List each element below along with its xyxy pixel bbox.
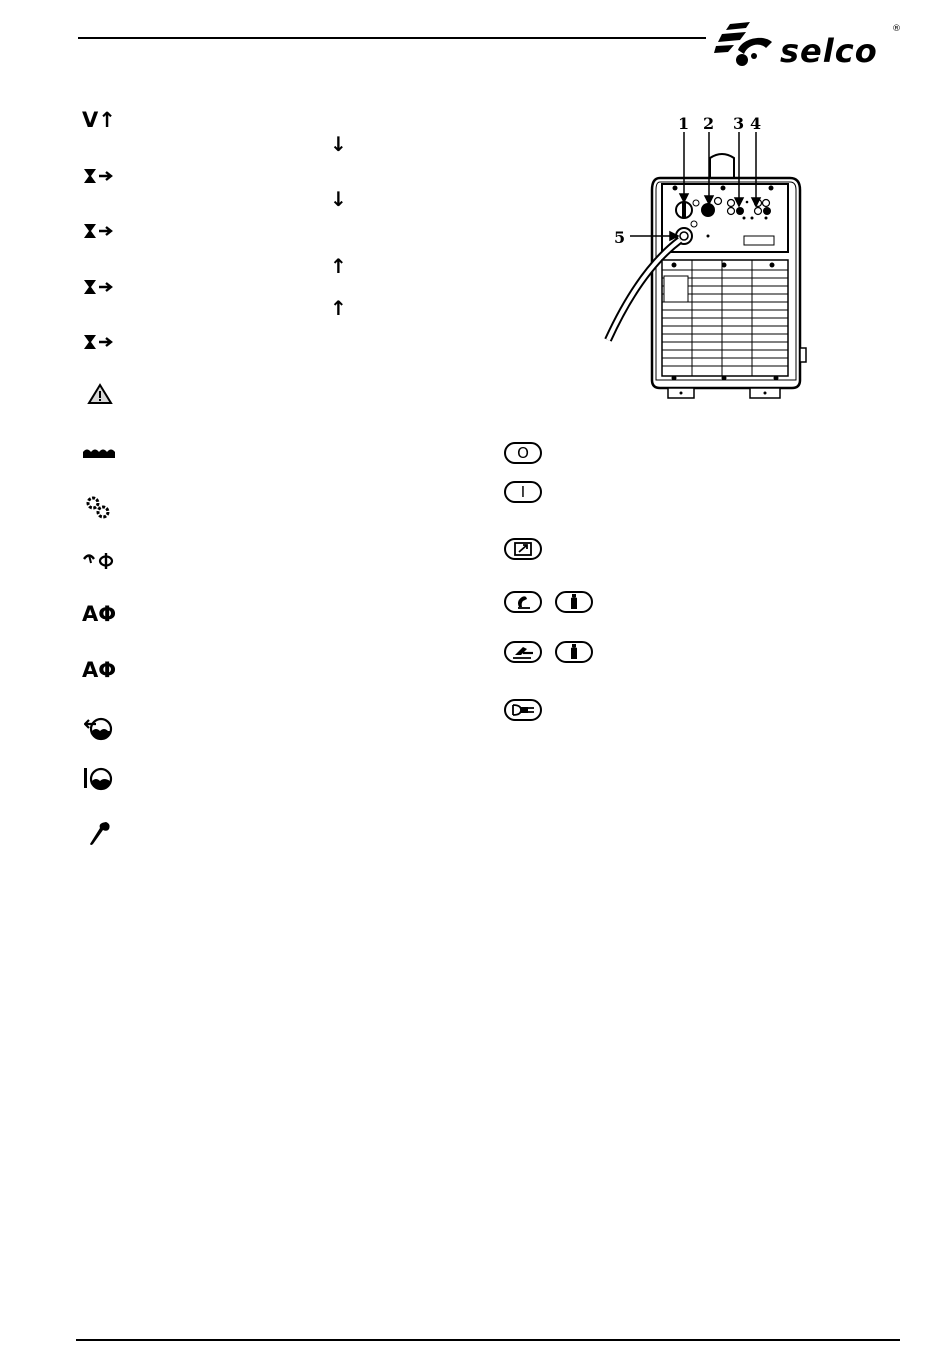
brand-name: selco xyxy=(780,32,878,70)
switch-off-symbol xyxy=(504,442,542,464)
callout-4: 4 xyxy=(750,114,762,133)
up-arrow-icon: ↑ xyxy=(98,108,116,132)
voltage-symbol xyxy=(82,109,116,131)
wrench-icon xyxy=(88,820,112,852)
gears-icon xyxy=(84,495,112,523)
switch-on-symbol xyxy=(504,481,542,503)
wire-feed-icon xyxy=(82,221,116,245)
callout-1: 1 xyxy=(678,114,690,133)
liquid-level-icon xyxy=(82,444,116,463)
phase-icon: Φ xyxy=(98,658,117,682)
gas-cylinder-icon xyxy=(555,641,593,663)
footer-rule xyxy=(76,1339,900,1341)
callout-5: 5 xyxy=(614,228,626,247)
current-phase-symbol-1 xyxy=(82,603,116,625)
down-arrow-icon: ↓ xyxy=(330,132,347,156)
warning-icon xyxy=(87,383,113,409)
registered-mark: ® xyxy=(892,24,901,34)
callout-2: 2 xyxy=(703,114,715,133)
mig-torch-icon xyxy=(504,591,542,613)
gas-cylinder-icon xyxy=(555,591,593,613)
current-letter: A xyxy=(82,658,99,682)
coolant-flow-icon xyxy=(84,715,114,745)
current-phase-symbol-2 xyxy=(82,659,116,681)
tig-torch-icon xyxy=(504,641,542,663)
wire-feed-icon xyxy=(82,166,116,190)
switch-on-label: I xyxy=(520,483,526,501)
wire-feed-icon xyxy=(82,332,116,356)
down-arrow-icon: ↓ xyxy=(330,187,347,211)
arc-phase-icon xyxy=(82,551,116,575)
power-plug-icon xyxy=(504,699,542,721)
phase-icon: Φ xyxy=(98,602,117,626)
brand-logo xyxy=(712,20,902,70)
coolant-temperature-icon xyxy=(82,766,114,796)
up-arrow-icon: ↑ xyxy=(330,296,347,320)
header-rule xyxy=(78,37,706,39)
callout-3: 3 xyxy=(733,114,745,133)
machine-rear-illustration xyxy=(600,110,810,400)
current-letter: A xyxy=(82,602,99,626)
voltage-letter: V xyxy=(82,108,99,132)
up-arrow-icon: ↑ xyxy=(330,254,347,278)
remote-control-icon xyxy=(504,538,542,560)
switch-off-label: O xyxy=(517,444,529,462)
wire-feed-icon xyxy=(82,277,116,301)
